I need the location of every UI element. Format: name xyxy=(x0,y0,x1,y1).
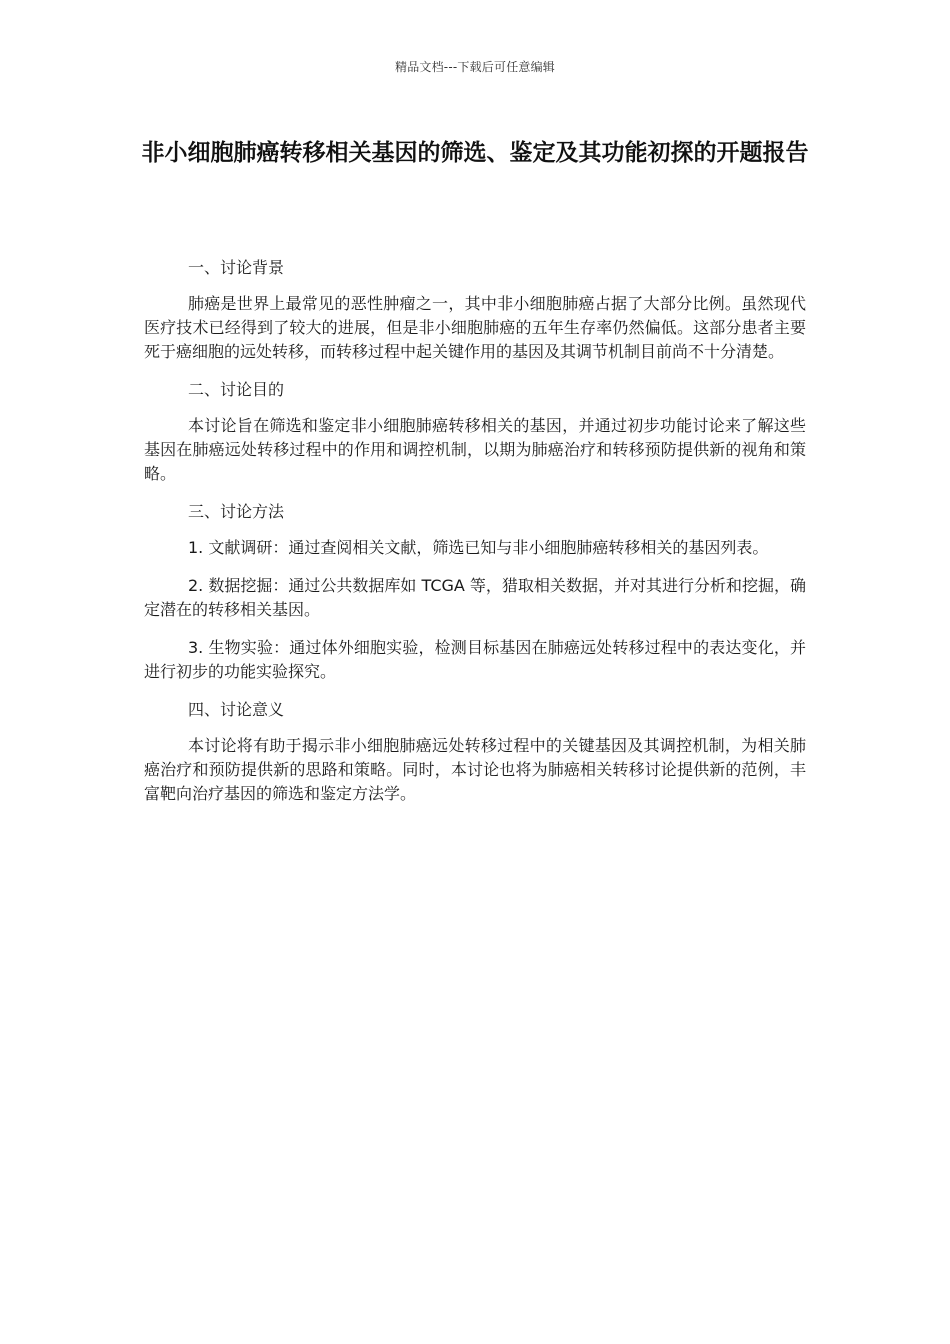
section-background xyxy=(144,256,806,364)
section-methods xyxy=(144,500,806,684)
section-heading: 四、讨论意义 xyxy=(188,700,285,719)
section-paragraph: 本讨论旨在筛选和鉴定非小细胞肺癌转移相关的基因，并通过初步功能讨论来了解这些基因在肺癌远处转移过程中的作用和调控机制，以期为肺癌治疗和转移预防提供新的视角和策略。 xyxy=(144,416,806,483)
method-item-data-mining: 2. 数据挖掘：通过公共数据库如 TCGA 等，猎取相关数据，并对其进行分析和挖掘，确定潜在的转移相关基因。 xyxy=(144,576,806,619)
section-significance xyxy=(144,698,806,806)
section-heading: 二、讨论目的 xyxy=(188,380,285,399)
document-title: 非小细胞肺癌转移相关基因的筛选、鉴定及其功能初探的开题报告 xyxy=(141,140,809,166)
document-body xyxy=(144,256,806,820)
header-note: 精品文档---下载后可任意编辑 xyxy=(395,60,555,74)
section-purpose xyxy=(144,378,806,486)
section-paragraph: 肺癌是世界上最常见的恶性肿瘤之一，其中非小细胞肺癌占据了大部分比例。虽然现代医疗技术已经得到了较大的进展，但是非小细胞肺癌的五年生存率仍然偏低。这部分患者主要死于癌细胞的远处转移，而转移过程中起关键作用的基因及其调节机制目前尚不十分清楚。 xyxy=(144,294,806,361)
method-item-experiment: 3. 生物实验：通过体外细胞实验，检测目标基因在肺癌远处转移过程中的表达变化，并进行初步的功能实验探究。 xyxy=(144,638,806,681)
method-item-literature: 1. 文献调研：通过查阅相关文献，筛选已知与非小细胞肺癌转移相关的基因列表。 xyxy=(188,538,769,557)
section-paragraph: 本讨论将有助于揭示非小细胞肺癌远处转移过程中的关键基因及其调控机制，为相关肺癌治疗和预防提供新的思路和策略。同时，本讨论也将为肺癌相关转移讨论提供新的范例，丰富靶向治疗基因的筛选和鉴定方法学。 xyxy=(144,736,806,803)
section-heading: 一、讨论背景 xyxy=(188,258,285,277)
section-heading: 三、讨论方法 xyxy=(188,502,285,521)
